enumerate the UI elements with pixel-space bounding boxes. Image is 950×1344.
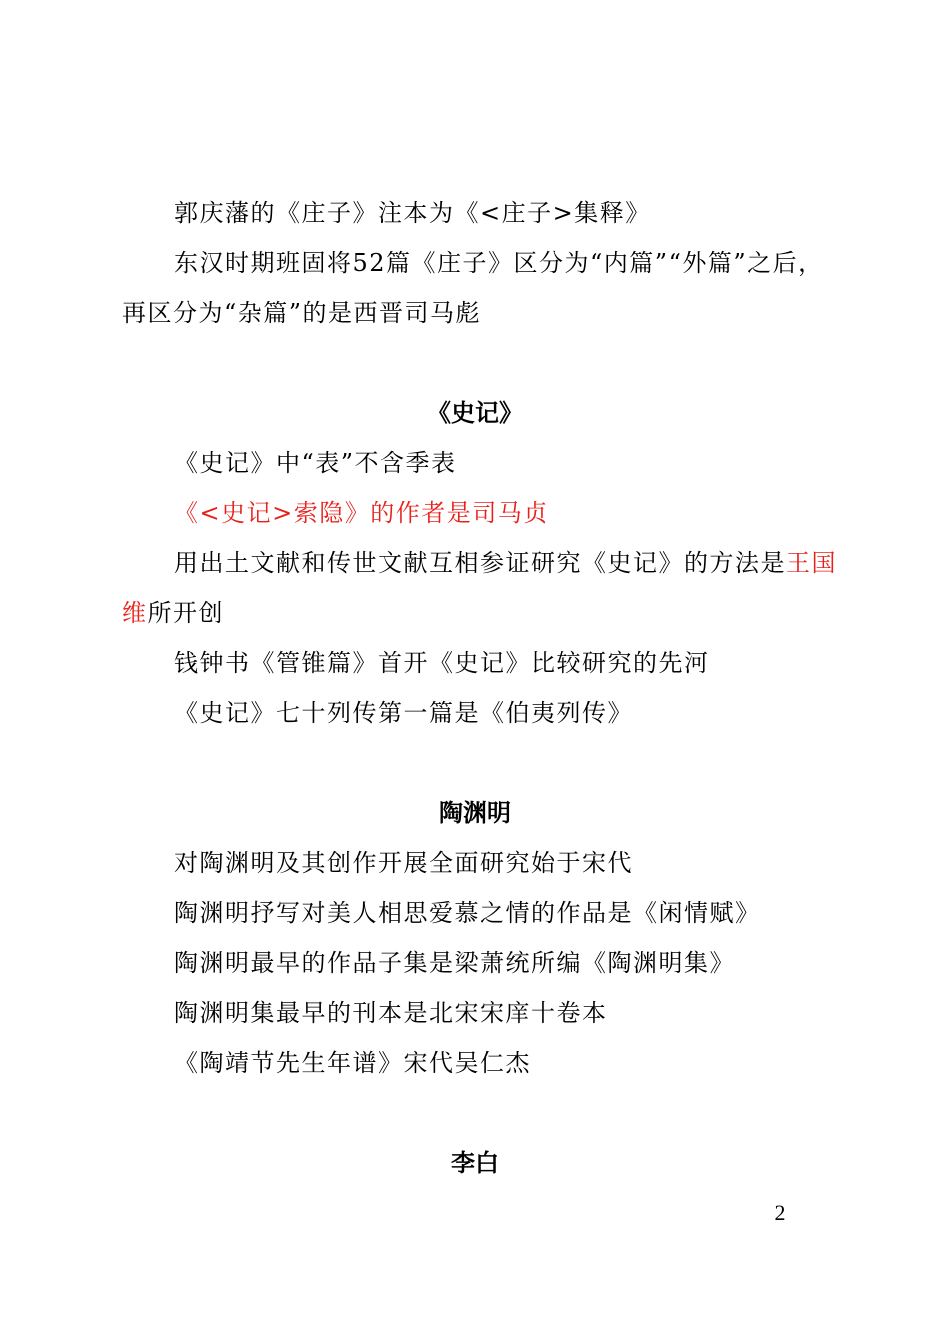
tao-note-song-study: 对陶渊明及其创作开展全面研究始于宋代 <box>174 849 633 877</box>
section-heading-libai: 李白 <box>451 1149 499 1177</box>
tao-note-earliest-print: 陶渊明集最早的刊本是北宋宋庠十卷本 <box>174 999 608 1027</box>
highlight-wang-guo: 王国 <box>786 549 837 577</box>
tao-note-xiao-tong: 陶渊明最早的作品子集是梁萧统所编《陶渊明集》 <box>174 949 735 977</box>
shiji-note-method-end: 所开创 <box>147 599 224 627</box>
shiji-note-method-continued <box>122 598 224 628</box>
shiji-note-method <box>174 548 837 578</box>
shiji-note-method-text: 用出土文献和传世文献互相参证研究《史记》的方法是 <box>174 549 786 577</box>
shiji-note-qian-zhongshu: 钱钟书《管锥篇》首开《史记》比较研究的先河 <box>174 649 710 677</box>
section-heading-shiji: 《史记》 <box>427 399 523 427</box>
section-heading-taoyuanming: 陶渊明 <box>439 799 511 827</box>
page-number: 2 <box>774 1200 786 1225</box>
shiji-note-suoyin: 《<史记>索隐》的作者是司马贞 <box>174 499 549 527</box>
zhuangzi-note-ban-gu: 东汉时期班固将52篇《庄子》区分为“内篇”“外篇”之后， <box>174 249 824 277</box>
shiji-note-table: 《史记》中“表”不含季表 <box>174 449 457 477</box>
shiji-note-boyi: 《史记》七十列传第一篇是《伯夷列传》 <box>174 699 633 727</box>
tao-note-chronicle: 《陶靖节先生年谱》宋代吴仁杰 <box>174 1049 531 1077</box>
tao-note-xianqingfu: 陶渊明抒写对美人相思爱慕之情的作品是《闲情赋》 <box>174 899 761 927</box>
zhuangzi-note-sima-biao: 再区分为“杂篇”的是西晋司马彪 <box>122 299 482 327</box>
highlight-wei: 维 <box>122 599 148 627</box>
zhuangzi-note-guo-qingfan: 郭庆藩的《庄子》注本为《<庄子>集释》 <box>174 199 651 227</box>
